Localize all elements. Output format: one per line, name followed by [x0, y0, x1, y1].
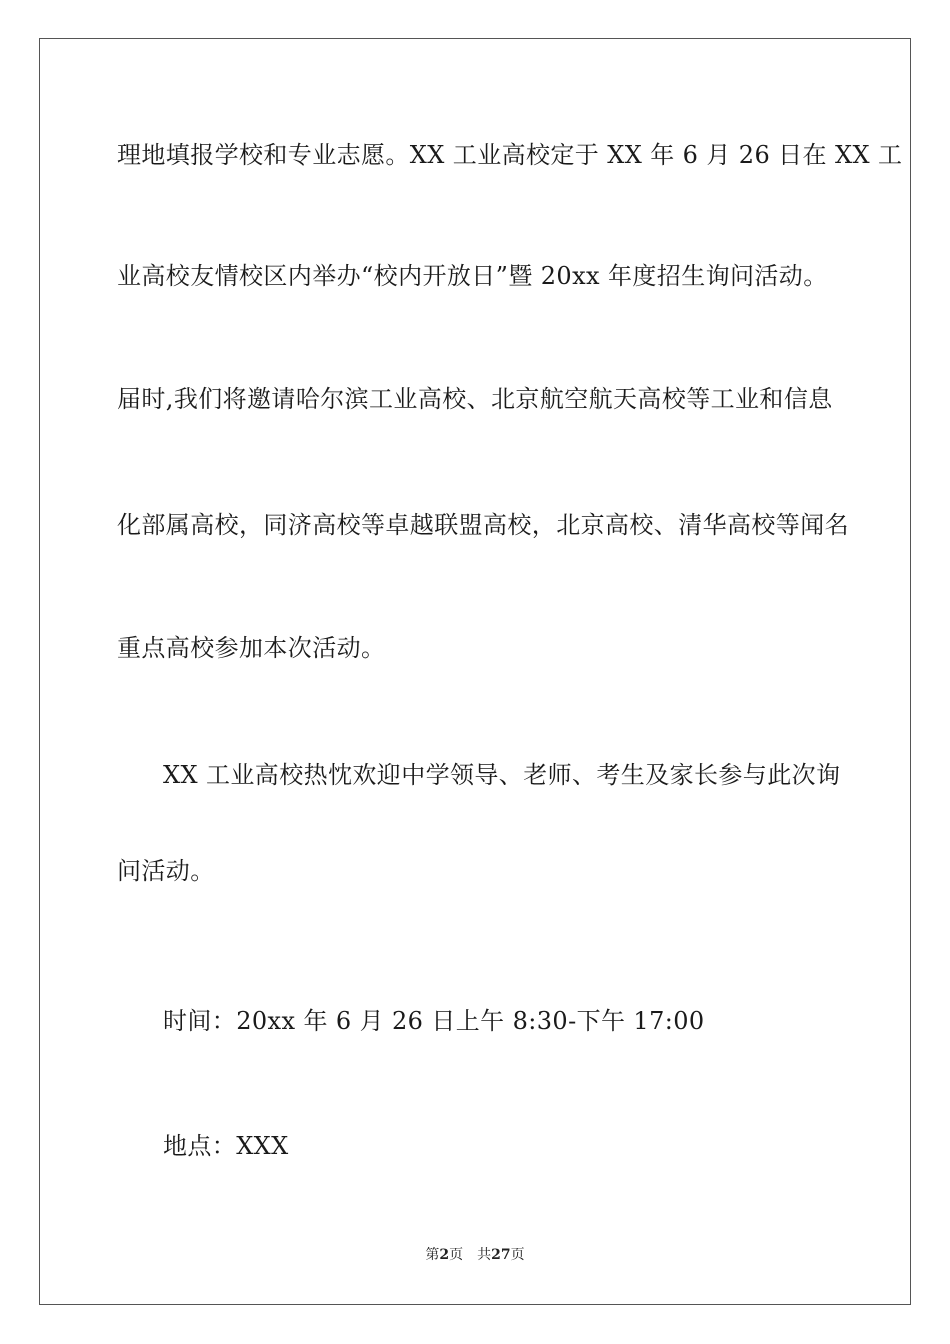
footer-total-pages: 27 — [491, 1247, 511, 1263]
footer-page-suffix: 页 — [449, 1247, 464, 1263]
body-line-1: 理地填报学校和专业志愿。XX 工业高校定于 XX 年 6 月 26 日在 XX 工 — [117, 141, 903, 169]
footer-total-suffix: 页 — [510, 1247, 525, 1263]
body-line-4: 化部属高校，同济高校等卓越联盟高校，北京高校、清华高校等闻名 — [117, 511, 849, 539]
body-line-7: 问活动。 — [117, 857, 215, 885]
footer-page-number: 2 — [439, 1247, 450, 1263]
body-line-3: 届时,我们将邀请哈尔滨工业高校、北京航空航天高校等工业和信息 — [117, 385, 833, 413]
time-line: 时间：20xx 年 6 月 26 日上午 8:30-下午 17:00 — [163, 1007, 705, 1035]
body-line-6: XX 工业高校热忱欢迎中学领导、老师、考生及家长参与此次询 — [163, 761, 841, 789]
footer-total-prefix: 共 — [477, 1247, 492, 1263]
page-border — [39, 38, 911, 1305]
footer-page-prefix: 第 — [425, 1247, 440, 1263]
body-line-5: 重点高校参加本次活动。 — [117, 634, 386, 662]
page-footer — [0, 1246, 950, 1264]
body-line-2: 业高校友情校区内举办“校内开放日”暨 20xx 年度招生询问活动。 — [117, 262, 828, 290]
location-line: 地点：XXX — [163, 1132, 289, 1160]
